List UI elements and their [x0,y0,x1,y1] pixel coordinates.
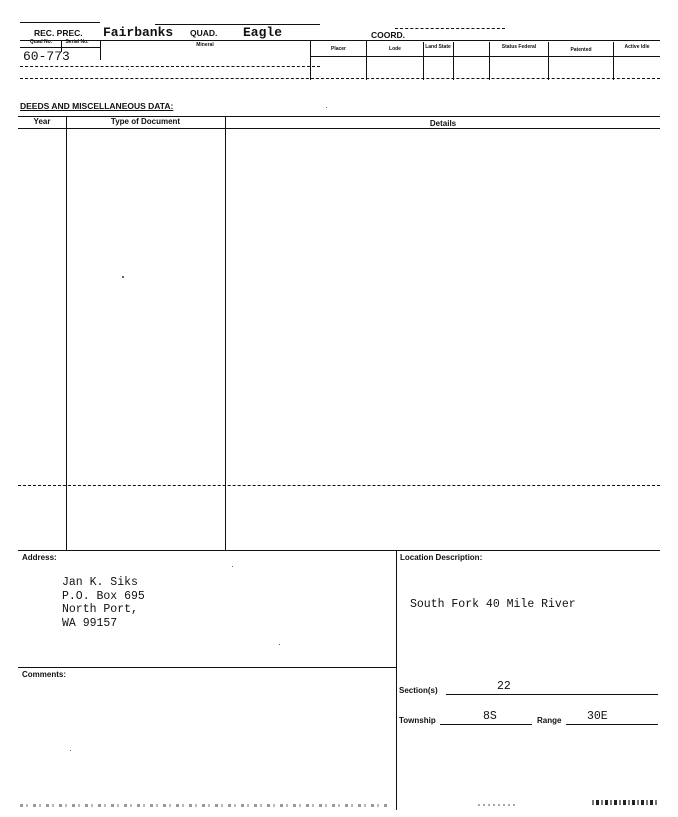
deeds-bottom-rule [18,550,660,551]
township-label: Township [399,716,436,725]
faded-footer-text [478,804,518,806]
header-top-rule-2 [155,24,320,25]
address-label: Address: [22,553,57,562]
scan-speck [232,566,233,567]
header-bottom-rule [20,40,660,41]
section-underline [446,694,658,695]
comments-top-rule [18,667,396,668]
deeds-header-rule [18,128,660,129]
section-value: 22 [497,680,511,693]
col-land-state: Land State [425,44,451,50]
col-details: Details [429,119,457,128]
location-description-value: South Fork 40 Mile River [410,598,576,611]
col-type-of-document: Type of Document [110,117,181,126]
quad-no-value: 60-773 [23,49,70,64]
col-status-federal: Status Federal [501,44,537,50]
scan-speck [128,69,129,70]
claim-divider [489,42,490,80]
quad-label: QUAD. [190,28,218,38]
col-year: Year [33,117,51,126]
header-top-rule [20,22,100,23]
location-description-label: Location Description: [400,553,483,562]
col-quad-no: Quad No. [29,39,53,45]
claim-header-rule [310,56,660,57]
claim-divider [366,40,367,80]
col-serial-no: Serial No. [65,39,89,45]
range-underline [566,724,658,725]
township-value: 8S [483,710,497,723]
claim-divider [613,42,614,80]
address-line: WA 99157 [62,616,118,630]
comments-label: Comments: [22,670,67,679]
township-underline [440,724,532,725]
col-patented: Patented [570,47,592,53]
claim-row-rule-2 [20,78,660,79]
claim-sub-rule [20,47,100,48]
address-line: Jan K. Siks [62,576,138,589]
claim-divider [453,42,454,80]
header-top-rule-3 [395,28,505,29]
scan-speck [279,644,280,645]
col-lode: Lode [389,46,401,52]
rec-prec-label: REC. PREC. [34,28,83,38]
range-value: 30E [587,710,608,723]
col-placer: Placer [330,46,346,52]
address-block [62,576,145,630]
scan-speck [326,107,327,108]
claim-divider [310,40,311,80]
rec-prec-value: Fairbanks [103,25,174,40]
deeds-dashed-rule [18,485,660,486]
claim-row-rule [20,66,320,67]
col-mineral: Mineral [196,42,214,48]
faded-footer-text [592,800,658,805]
range-label: Range [537,716,562,725]
claim-divider [61,40,62,52]
scan-speck [122,276,124,278]
col-active-idle: Active Idle [624,44,650,50]
address-line: P.O. Box 695 [62,589,145,603]
claim-divider [423,42,424,80]
quad-value: Eagle [243,25,283,40]
scan-speck [70,750,71,751]
coord-label: COORD. [371,30,405,40]
address-line: North Port, [62,603,138,616]
section-label: Section(s) [399,686,438,695]
claim-divider [548,42,549,80]
faded-footer-text [20,804,390,807]
claim-divider [100,40,101,60]
deeds-section-title: DEEDS AND MISCELLANEOUS DATA: [20,101,174,111]
address-location-divider [396,550,397,810]
